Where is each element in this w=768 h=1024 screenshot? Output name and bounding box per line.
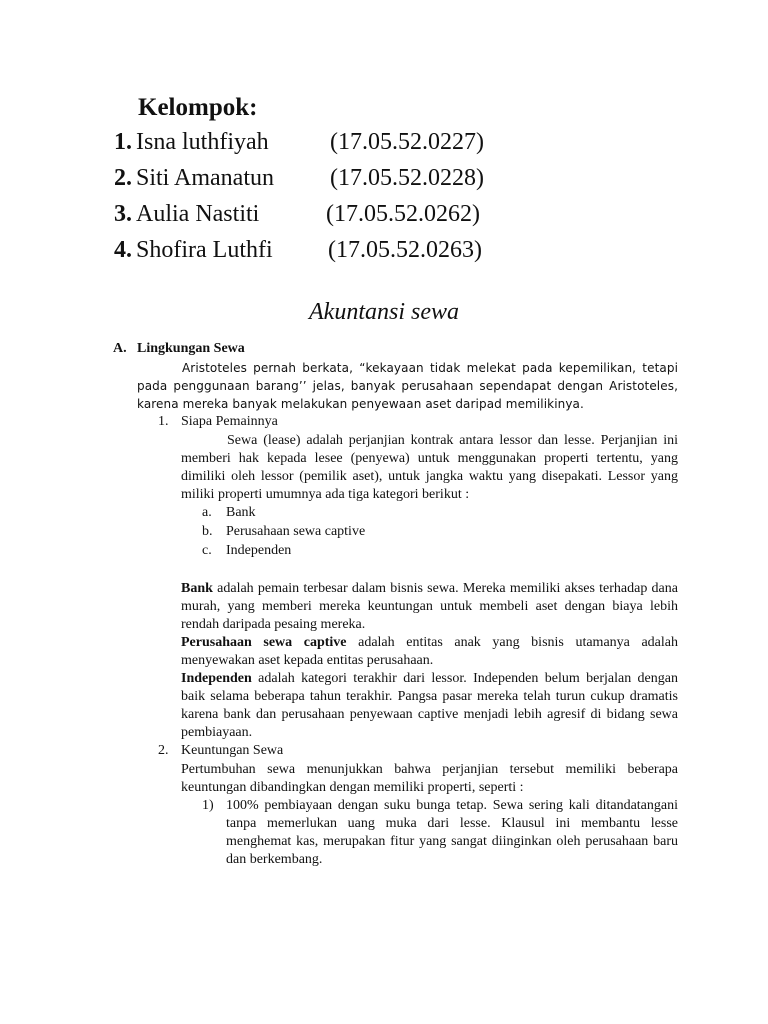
member-row (114, 196, 574, 232)
subsection-title: Keuntungan Sewa (181, 743, 284, 758)
list-text: Perusahaan sewa captive (226, 524, 366, 539)
member-number: 2. (114, 165, 132, 191)
section-heading (113, 340, 678, 359)
definition-text: adalah kategori terakhir dari lessor. Independen belum berjalan dengan baik selama beberapa tahun terakhir. Pangsa pasar mereka telah turun cukup dramatis karena bank dan perusahaan penyewaan captive menjadi lebih agresif di bidang sewa pembiayaan. (181, 671, 678, 740)
definition-text: adalah entitas anak yang bisnis utamanya adalah menyewakan aset kepada entitas perusahaan. (181, 635, 678, 668)
definition-term: Bank (181, 581, 213, 596)
list-text: Bank (226, 505, 256, 520)
member-name: Shofira Luthfi (136, 237, 273, 263)
subsection-title: Siapa Pemainnya (181, 414, 278, 429)
member-nim: (17.05.52.0228) (330, 165, 484, 191)
member-row (114, 232, 574, 268)
list-item (113, 542, 678, 561)
group-title: Kelompok: (138, 94, 258, 121)
list-item (113, 797, 678, 869)
member-name: Siti Amanatun (136, 165, 274, 191)
member-name: Isna luthfiyah (136, 129, 269, 155)
member-number: 1. (114, 129, 132, 155)
list-text: 100% pembiayaan dengan suku bunga tetap. Sewa sering kali ditandatangani tanpa memerlukan uang muka dari lesse. Klausul ini membantu lesse menghemat kas, merupakan fitur yang sangat diinginkan oleh perusahaan baru dan berkembang. (226, 798, 678, 867)
lease-definition-paragraph: Sewa (lease) adalah perjanjian kontrak antara lessor dan lesse. Perjanjian ini memberi hak kepada lesee (penyewa) untuk menggunakan properti tertentu, yang dimiliki oleh lessor (pemilik aset), untuk jangka waktu yang disepakati. Lessor yang miliki properti umumnya ada tiga kategori berikut : (181, 433, 678, 502)
intro-paragraph: Aristoteles pernah berkata, “kekayaan tidak melekat pada kepemilikan, tetapi pada penggunaan barang’’ jelas, banyak perusahaan sependapat dengan Aristoteles, karena mereka banyak melakukan penyewaan aset daripad memilikinya. (137, 361, 678, 411)
member-nim: (17.05.52.0227) (330, 129, 484, 155)
member-row (114, 124, 574, 160)
advantages-intro-paragraph: Pertumbuhan sewa menunjukkan bahwa perjanjian tersebut memiliki beberapa keuntungan dibandingkan dengan memiliki properti, seperti : (181, 762, 678, 795)
list-marker: c. (202, 543, 212, 558)
group-block (114, 92, 574, 268)
definition-paragraph (181, 634, 678, 670)
definition-paragraph (181, 580, 678, 634)
list-item (113, 504, 678, 523)
list-marker: b. (202, 524, 213, 539)
member-number: 4. (114, 237, 132, 263)
document-body (113, 340, 678, 869)
subsection-marker: 2. (158, 743, 169, 758)
section-title: Lingkungan Sewa (137, 341, 245, 356)
definition-paragraph (181, 670, 678, 742)
member-nim: (17.05.52.0262) (326, 201, 480, 227)
subsection-heading (113, 742, 678, 761)
member-row (114, 160, 574, 196)
section-marker: A. (113, 341, 127, 356)
member-number: 3. (114, 201, 132, 227)
subsection-marker: 1. (158, 414, 169, 429)
member-name: Aulia Nastiti (136, 201, 260, 227)
subsection-heading (113, 413, 678, 432)
definition-term: Perusahaan sewa captive (181, 635, 347, 650)
definition-text: adalah pemain terbesar dalam bisnis sewa. Mereka memiliki akses terhadap dana murah, yang memberi mereka keuntungan untuk membeli aset dengan biaya lebih rendah daripada pesaing mereka. (181, 581, 678, 632)
list-marker: 1) (202, 798, 214, 813)
member-nim: (17.05.52.0263) (328, 237, 482, 263)
spacer (113, 561, 678, 580)
list-text: Independen (226, 543, 292, 558)
list-marker: a. (202, 505, 212, 520)
definition-term: Independen (181, 671, 252, 686)
list-item (113, 523, 678, 542)
document-title: Akuntansi sewa (309, 299, 459, 325)
